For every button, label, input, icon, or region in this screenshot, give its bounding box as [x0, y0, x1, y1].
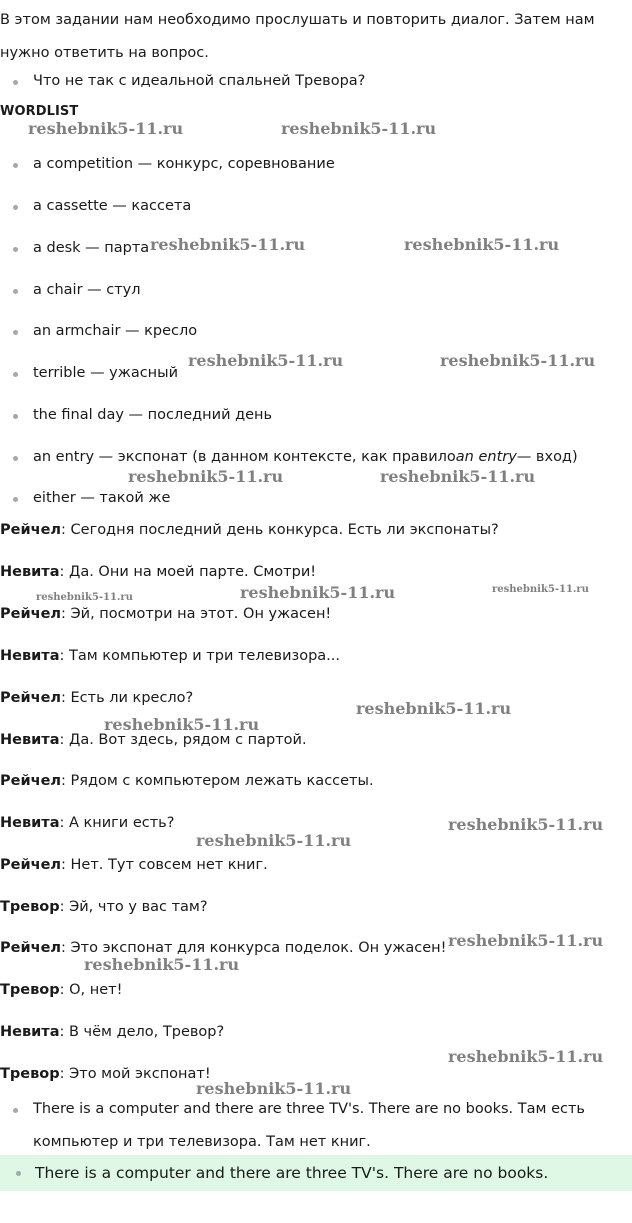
word-item: a desk — парта — [14, 238, 149, 258]
watermark: reshebnik5-11.ru — [448, 1047, 604, 1066]
watermark: reshebnik5-11.ru — [380, 467, 536, 486]
question-item — [14, 71, 365, 91]
highlighted-answer — [0, 1155, 632, 1191]
dialogue-line: Рейчел: Это экспонат для конкурса поделок. Он ужасен! — [0, 940, 447, 956]
dialogue-line: Рейчел: Рядом с компьютером лежать кассеты. — [0, 773, 374, 789]
watermark: reshebnik5-11.ru — [84, 955, 240, 974]
dialogue-line: Рейчел: Сегодня последний день конкурса. Есть ли экспонаты? — [0, 522, 499, 538]
dialogue-line: Невита: В чём дело, Тревор? — [0, 1024, 225, 1040]
watermark: reshebnik5-11.ru — [188, 351, 344, 370]
word-item: an entry — экспонат (в данном контексте, как правилоan entry— вход) — [14, 447, 578, 467]
answer-item — [14, 1093, 614, 1159]
watermark: reshebnik5-11.ru — [196, 831, 352, 850]
watermark: reshebnik5-11.ru — [356, 699, 512, 718]
dialogue-line: Тревор: О, нет! — [0, 982, 123, 998]
watermark: reshebnik5-11.ru — [281, 119, 437, 138]
watermark: reshebnik5-11.ru — [404, 235, 560, 254]
highlighted-answer-text: There is a computer and there are three TV's. There are no books. — [35, 1164, 549, 1182]
watermark: reshebnik5-11.ru — [240, 583, 396, 602]
watermark: reshebnik5-11.ru — [492, 584, 589, 595]
watermark: reshebnik5-11.ru — [150, 235, 306, 254]
dialogue-line: Тревор: Эй, что у вас там? — [0, 899, 208, 915]
word-item: a competition — конкурс, соревнование — [14, 154, 335, 174]
entry-italic: an entry — [455, 449, 517, 465]
watermark: reshebnik5-11.ru — [28, 119, 184, 138]
word-item: a cassette — кассета — [14, 196, 191, 216]
dialogue-line: Рейчел: Нет. Тут совсем нет книг. — [0, 857, 268, 873]
dialogue-line: Рейчел: Есть ли кресло? — [0, 690, 194, 706]
dialogue-line: Рейчел: Эй, посмотри на этот. Он ужасен! — [0, 606, 332, 622]
dialogue-line: Невита: А книги есть? — [0, 815, 175, 831]
word-item: terrible — ужасный — [14, 363, 178, 383]
watermark: reshebnik5-11.ru — [440, 351, 596, 370]
word-item: the final day — последний день — [14, 405, 272, 425]
dialogue-line: Тревор: Это мой экспонат! — [0, 1066, 211, 1082]
dialogue-line: Невита: Да. Вот здесь, рядом с партой. — [0, 732, 307, 748]
word-item: a chair — стул — [14, 280, 141, 300]
word-item: an armchair — кресло — [14, 321, 197, 341]
watermark: reshebnik5-11.ru — [448, 931, 604, 950]
dialogue-line: Невита: Там компьютер и три телевизора... — [0, 648, 341, 664]
bullet-dot — [16, 1171, 21, 1176]
wordlist-heading: WORDLIST — [0, 104, 79, 119]
intro-paragraph: В этом задании нам необходимо прослушать и повторить диалог. Затем нам нужно ответить на вопрос. — [0, 12, 595, 61]
watermark: reshebnik5-11.ru — [196, 1079, 352, 1098]
answer-text: There is a computer and there are three TV's. There are no books. Там есть компьютер и три телевизора. Там нет книг. — [33, 1101, 585, 1150]
watermark: reshebnik5-11.ru — [448, 815, 604, 834]
watermark: reshebnik5-11.ru — [128, 467, 284, 486]
question-text: Что не так с идеальной спальней Тревора? — [33, 73, 366, 89]
watermark: reshebnik5-11.ru — [104, 715, 260, 734]
dialogue-line: Невита: Да. Они на моей парте. Смотри! — [0, 564, 317, 580]
watermark: reshebnik5-11.ru — [36, 592, 133, 603]
word-item: either — такой же — [14, 488, 170, 508]
